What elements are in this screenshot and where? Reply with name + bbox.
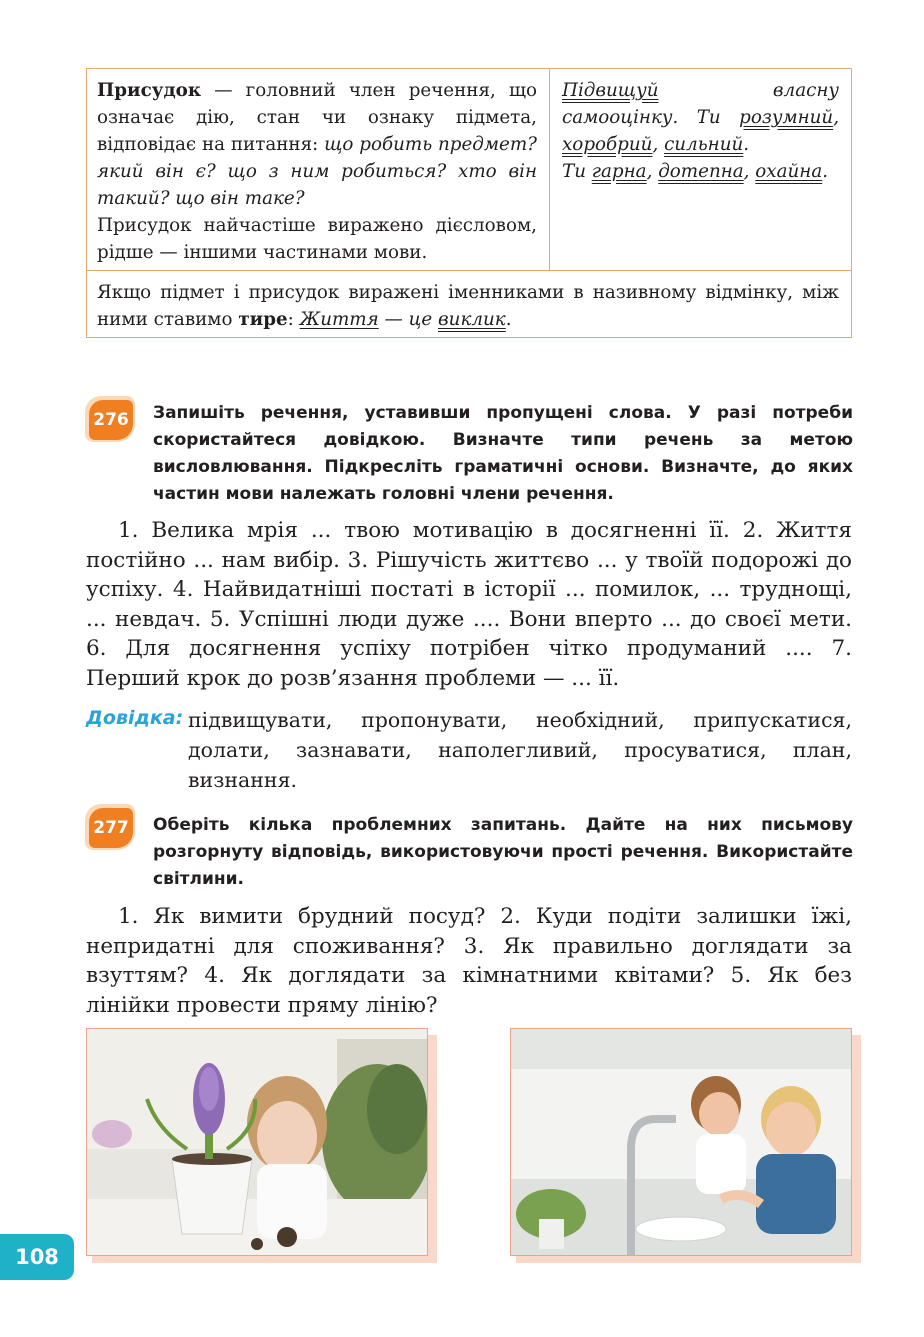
example-predicate: виклик xyxy=(438,309,506,330)
example-word: хоробрий xyxy=(562,134,653,155)
example-end: . xyxy=(505,309,512,330)
exercise-number-badge: 276 xyxy=(89,400,133,440)
photo-girl-with-flower xyxy=(86,1028,428,1256)
example-word: розумний xyxy=(739,107,834,128)
photo-kids-washing-dishes-image xyxy=(511,1029,851,1255)
rule-term: Присудок xyxy=(97,80,202,101)
rule-row xyxy=(87,69,851,271)
rule-dash-term: тире xyxy=(238,309,288,330)
example-text: , xyxy=(652,134,665,155)
exercise-number-badge: 277 xyxy=(89,808,133,848)
example-word: сильний xyxy=(664,134,744,155)
example-text: , xyxy=(833,107,839,128)
example-word: дотепна xyxy=(658,161,744,182)
rule-definition xyxy=(87,69,550,270)
example-text: , xyxy=(743,161,756,182)
example-text: Ти xyxy=(562,161,592,182)
example-text: . xyxy=(822,161,829,182)
example-word: Підвищуй xyxy=(562,80,659,101)
page-number: 108 xyxy=(0,1234,74,1280)
example-word: охайна xyxy=(755,161,823,182)
example-text: , xyxy=(646,161,659,182)
example-subject: Життя xyxy=(299,309,379,330)
rule-dash-colon: : xyxy=(287,309,300,330)
exercise-task: Оберіть кілька проблемних запитань. Дайте на них письмову розгорнуту відповідь, використовуючи прості речення. Використайте світлини. xyxy=(153,815,853,889)
rule-note: Присудок найчастіше виражено дієсловом, рідше — іншими частинами мови. xyxy=(97,215,537,263)
rule-definition-text: — головний член речення, що означає дію, стан чи ознаку підмета, відповідає на питання: xyxy=(97,80,537,155)
exercise-questions: 1. Як вимити брудний посуд? 2. Куди подіти залишки їжі, непридатні для споживання? 3. Як правильно доглядати за взуттям? 4. Як доглядати за кімнатними квітами? 5. Як без лінійки провести пряму лінію? xyxy=(86,904,852,1018)
exercise-task: Запишіть речення, уставивши пропущені слова. У разі потреби скористайтеся довідкою. Визначте типи речень за метою висловлювання. Підкресліть граматичні основи. Визначте, до яких частин мови належать головні члени речення. xyxy=(153,403,853,504)
rule-questions: що робить предмет? який він є? що з ним робиться? хто він такий? що він таке? xyxy=(97,134,537,209)
rule-table xyxy=(86,68,852,338)
rule-dash-note xyxy=(87,271,851,337)
reference-text: підвищувати, пропонувати, необхідний, припускатися, долати, зазнавати, наполегливий, просуватися, план, визнання. xyxy=(188,708,852,792)
example-mid: — це xyxy=(378,309,439,330)
photo-girl-with-flower-image xyxy=(87,1029,427,1255)
example-word: гарна xyxy=(591,161,647,182)
rule-examples xyxy=(550,69,851,270)
exercise-text xyxy=(86,516,852,693)
reference-label: Довідка: xyxy=(86,707,184,729)
exercise-sentences: 1. Велика мрія ... твою мотивацію в досягненні її. 2. Життя постійно ... нам вибір. 3. Рішучість життєво ... у твоїй подорожі до успіху. 4. Найвидатніші постаті в історії ... помилок, ... труднощі, ... невдач. 5. Успішні люди дуже .... Вони вперто ... до своєї мети. 6. Для досягнення успіху потрібен чітко продуманий .... 7. Перший крок до розв’язання проблеми — ... її. xyxy=(86,518,852,691)
example-text: власну самооцінку. Ти xyxy=(562,80,839,128)
photo-kids-washing-dishes xyxy=(510,1028,852,1256)
exercise-text xyxy=(86,902,852,1020)
example-text: . xyxy=(743,134,750,155)
rule-dash-text: Якщо підмет і присудок виражені іменниками в називному відмінку, між ними ставимо xyxy=(97,282,839,330)
